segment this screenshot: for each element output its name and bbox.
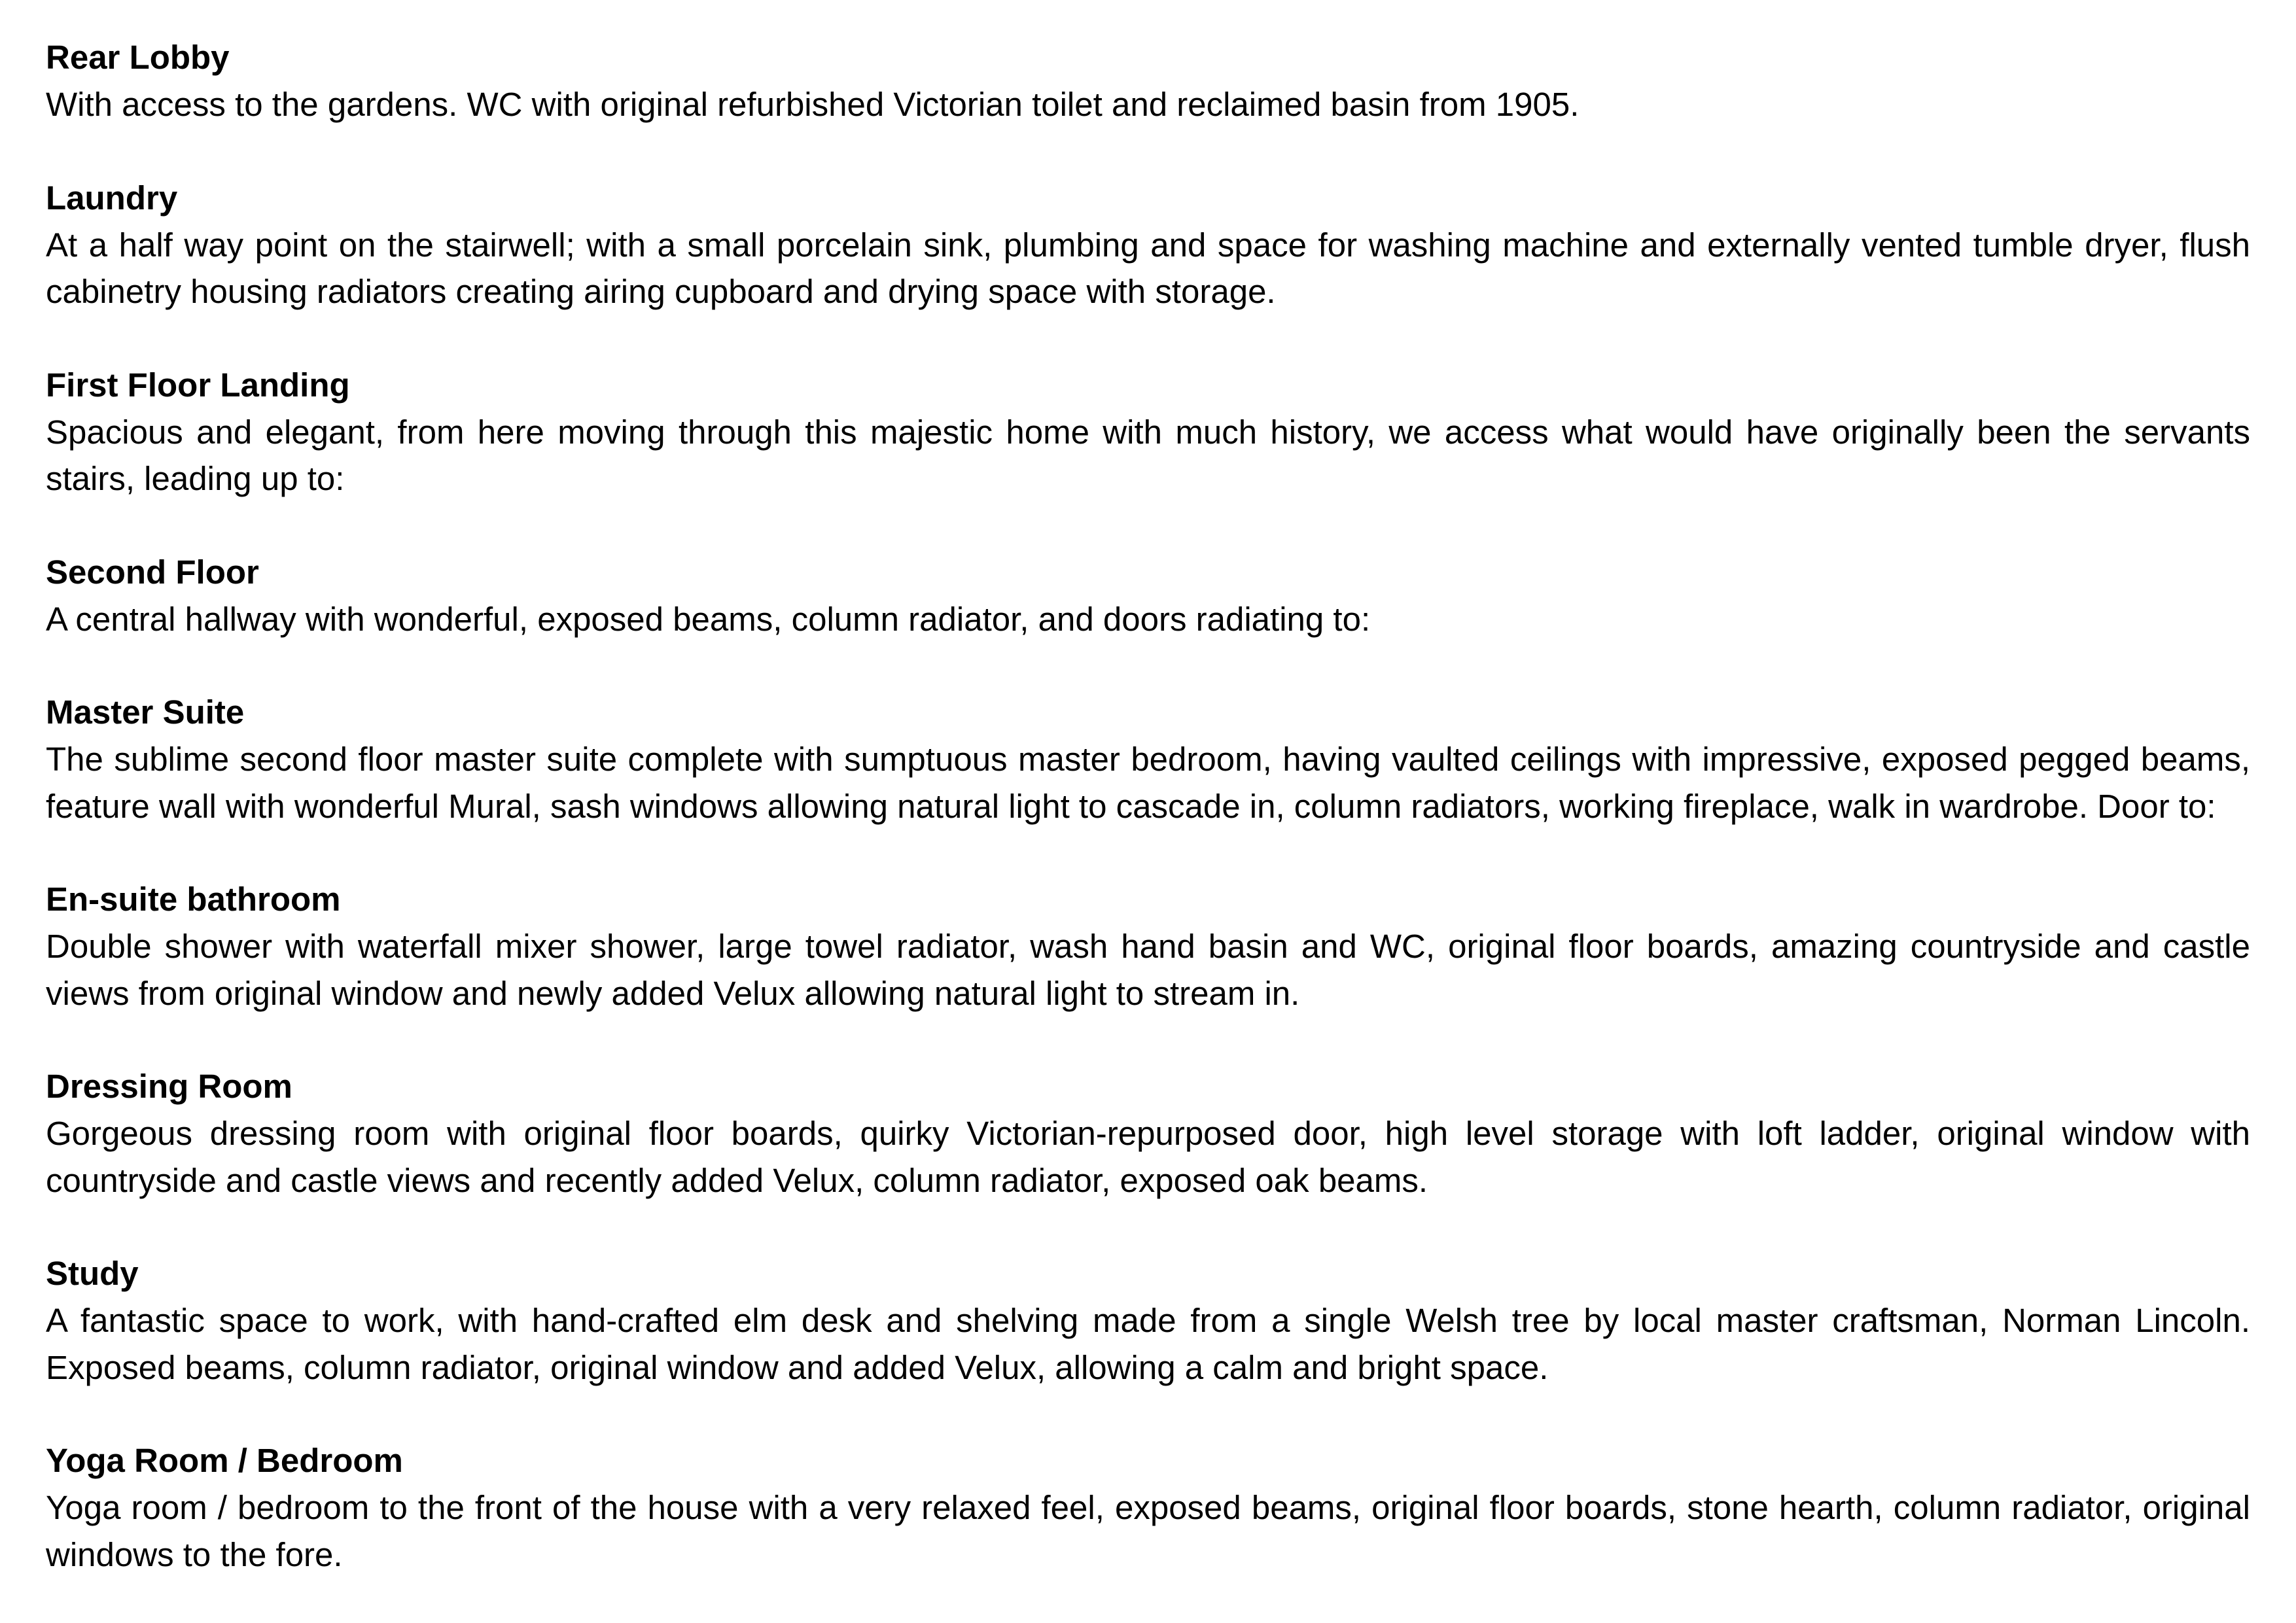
section-heading: En-suite bathroom <box>46 881 341 918</box>
document-page <box>46 34 2250 1578</box>
section-description: Yoga room / bedroom to the front of the house with a very relaxed feel, exposed beams, original floor boards, stone hearth, column radiator, original windows to the fore. <box>46 1489 2250 1573</box>
section-heading: Study <box>46 1255 139 1292</box>
section-description: A fantastic space to work, with hand-crafted elm desk and shelving made from a single Welsh tree by local master craftsman, Norman Lincoln. Exposed beams, column radiator, original window and added Velux, allowing a calm and bright space. <box>46 1302 2250 1386</box>
section-description: At a half way point on the stairwell; with a small porcelain sink, plumbing and space for washing machine and externally vented tumble dryer, flush cabinetry housing radiators creating airing cupboard and drying space with storage. <box>46 226 2250 310</box>
section-second-floor <box>46 549 2250 643</box>
section-description: The sublime second floor master suite complete with sumptuous master bedroom, having vaulted ceilings with impressive, exposed pegged beams, feature wall with wonderful Mural, sash windows allowing natural light to cascade in, column radiators, working fireplace, walk in wardrobe. Door to: <box>46 741 2250 825</box>
section-master-suite <box>46 689 2250 829</box>
section-heading: First Floor Landing <box>46 366 350 404</box>
section-description: Spacious and elegant, from here moving through this majestic home with much history, we access what would have originally been the servants stairs, leading up to: <box>46 413 2250 497</box>
section-heading: Laundry <box>46 179 178 217</box>
section-yoga-room-bedroom <box>46 1437 2250 1578</box>
section-heading: Dressing Room <box>46 1068 292 1105</box>
section-laundry <box>46 175 2250 315</box>
section-heading: Second Floor <box>46 553 259 591</box>
section-description: With access to the gardens. WC with original refurbished Victorian toilet and reclaimed basin from 1905. <box>46 86 1580 123</box>
section-heading: Master Suite <box>46 693 245 731</box>
section-en-suite-bathroom <box>46 876 2250 1017</box>
section-dressing-room <box>46 1063 2250 1204</box>
section-first-floor-landing <box>46 362 2250 502</box>
section-description: Gorgeous dressing room with original floor boards, quirky Victorian-repurposed door, high level storage with loft ladder, original window with countryside and castle views and recently added Velux, column radiator, exposed oak beams. <box>46 1115 2250 1199</box>
section-study <box>46 1250 2250 1391</box>
section-description: A central hallway with wonderful, exposed beams, column radiator, and doors radiating to: <box>46 600 1371 638</box>
section-description: Double shower with waterfall mixer shower, large towel radiator, wash hand basin and WC, original floor boards, amazing countryside and castle views from original window and newly added Velux allowing natural light to stream in. <box>46 928 2250 1012</box>
section-heading: Rear Lobby <box>46 39 230 76</box>
section-rear-lobby <box>46 34 2250 128</box>
section-heading: Yoga Room / Bedroom <box>46 1442 403 1479</box>
